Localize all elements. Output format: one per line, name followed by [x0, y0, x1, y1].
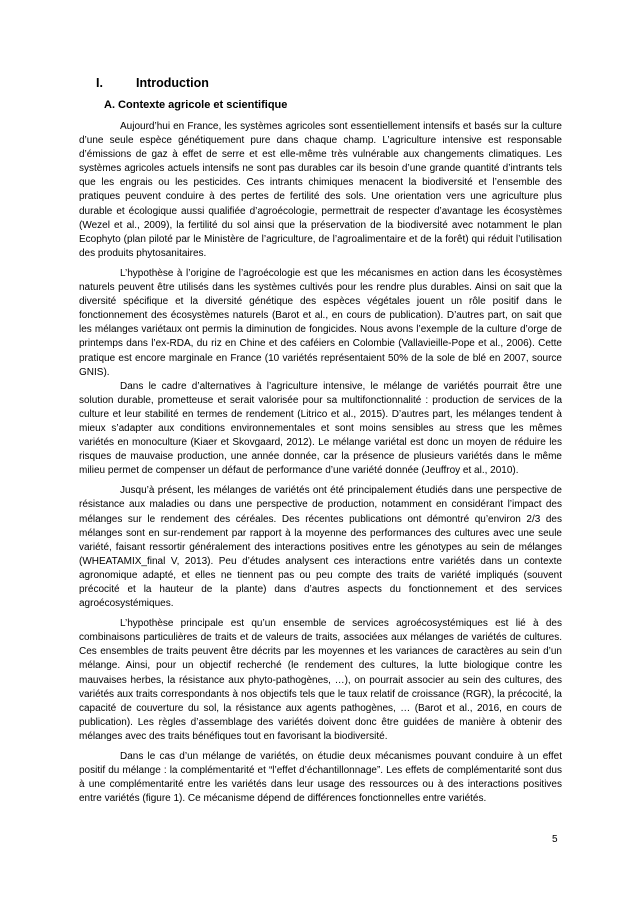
section-number: I. [96, 76, 103, 90]
paragraph: Aujourd’hui en France, les systèmes agricoles sont essentiellement intensifs et basés sur la culture d’une seule espèce génétiquement pure dans chaque champ. L’agriculture intensive est responsable d’émissions de gaz à effet de serre et est elle-même très vulnérable aux changements climatiques. Les systèmes agricoles actuels intensifs ne sont pas durables car ils besoin d’une grande quantité d’intrants tels que les engrais ou les pesticides. Ces intrants chimiques menacent la biodiversité et l’ensemble des pratiques peuvent conduire à des pertes de fertilité des sols. Une orientation vers une agriculture plus durable et écologique aussi qualifiée d’agroécologie, permettrait de respecter d’avantage les écosystèmes (Wezel et al., 2009), la fertilité du sol ainsi que la préservation de la biodiversité avec notamment le plan Ecophyto (plan piloté par le Ministère de l’agriculture, de l’agroalimentaire et de la forêt) qui réduit l’utilisation des produits phytosanitaires. [79, 121, 562, 259]
paragraph: L’hypothèse principale est qu’un ensemble de services agroécosystémiques est lié à des combinaisons particulières de traits et de valeurs de traits, associées aux mélanges de variétés de cultures. Ces ensembles de traits peuvent être décrits par les moyennes et les variances de caractères au sein d’un mélange. Ainsi, pour un objectif recherché (le rendement des cultures, la lutte biologique contre les mauvaises herbes, la résistance aux phyto-pathogènes, …), on pourrait associer au sein des cultures, des variétés aux traits correspondants à nos objectifs tels que le taux relatif de croissance (RGR), la précocité, la capacité de couverture du sol, la résistance aux agents pathogènes, … (Barot et al., 2016, en cours de publication). Les règles d’assemblage des variétés doivent donc être guidées de manière à obtenir des mélanges avec des traits bénéfiques tout en favorisant la biodiversité. [79, 618, 562, 742]
paragraph: Dans le cadre d’alternatives à l’agriculture intensive, le mélange de variétés pourrait être une solution durable, prometteuse et serait valorisée pour sa multifonctionnalité : production de services de la culture et leur stabilité en termes de rendement (Litrico et al., 2015). D’autres part, les mélanges tendent à mieux s’adapter aux conditions environnementales et sont moins sensibles au stress que les mêmes variétés en monoculture (Kiaer et Skovgaard, 2012). Le mélange variétal est donc un moyen de réduire les risques de mauvaise production, une année donnée, car la présence de plusieurs variétés dans le même milieu permet de compenser un défaut de performance d’une variété donnée (Jeuffroy et al., 2010). [79, 380, 562, 477]
section-title: Introduction [136, 76, 209, 90]
page-number: 5 [552, 834, 558, 845]
section-heading [96, 76, 209, 90]
body-text [79, 120, 562, 812]
paragraph: L’hypothèse à l’origine de l’agroécologie est que les mécanismes en action dans les écosystèmes naturels peuvent être utilisés dans les systèmes cultivés pour les rendre plus durables. Ainsi on sait que la diversité spécifique et la diversité génétique des espèces végétales jouent un rôle positif dans le fonctionnement des écosystèmes naturels (Barot et al., en cours de publication). D’autres part, on sait que les mélanges variétaux ont permis la diminution de fongicides. Nous avons l’exemple de la culture d’orge de printemps dans l’ex-RDA, du riz en Chine et des caféiers en Colombie (Vallavieille-Pope et al., 2006). Cette pratique est encore marginale en France (10 variétés représentaient 50% de la sole de blé en 2007, source GNIS). [79, 267, 562, 378]
subsection-heading: A. Contexte agricole et scientifique [104, 99, 288, 111]
paragraph: Dans le cas d’un mélange de variétés, on étudie deux mécanismes pouvant conduire à un effet positif du mélange : la complémentarité et “l’effet d’échantillonnage”. Les effets de complémentarité sont dus à une complémentarité entre les variétés dans leur usage des ressources ou à des interactions positives entre variétés (figure 1). Ce mécanisme dépend de différences fonctionnelles entre variétés. [79, 751, 562, 805]
paragraph: Jusqu’à présent, les mélanges de variétés ont été principalement étudiés dans une perspective de résistance aux maladies ou dans une perspective de production, notamment en considérant l’impact des mélanges sur le rendement des céréales. Des récentes publications ont démontré qu’environ 2/3 des mélanges sont en sur-rendement par rapport à la moyenne des performances des cultures avec une seule variété, faisant ressortir généralement des interactions positives entre les génotypes au sein de mélanges (WHEATAMIX_final V, 2013). Peu d’études analysent ces interactions entre variétés dans un contexte agronomique adapté, et elles ne tiennent pas ou peu compte des traits de variété impliqués (souvent précocité et la hauteur de la plante) dans d’autres aspects du fonctionnement et des services agroécosystémiques. [79, 485, 562, 610]
